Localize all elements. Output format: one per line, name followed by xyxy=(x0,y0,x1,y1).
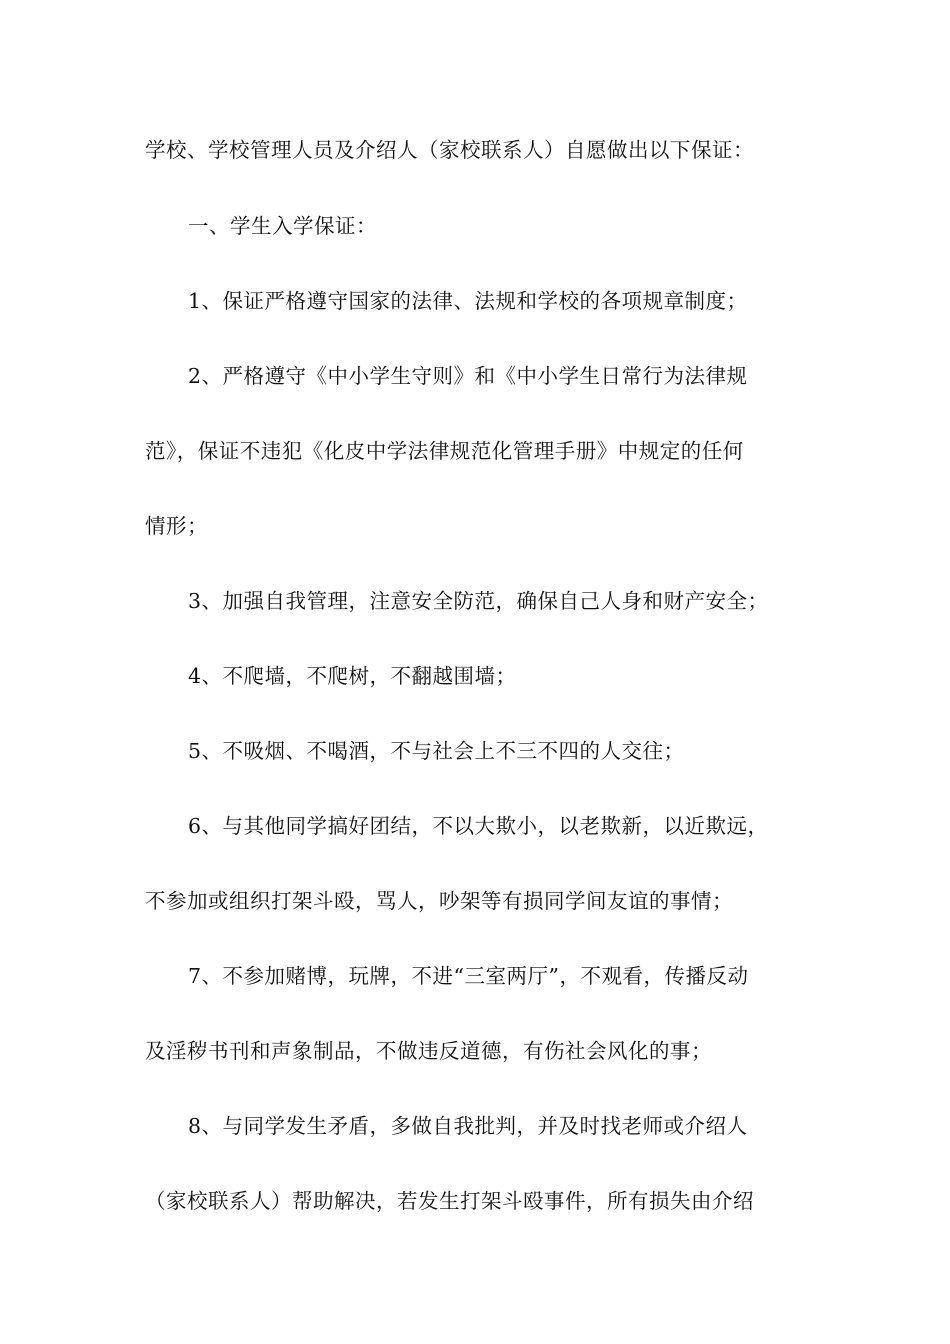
clause-6-line-2: 不参加或组织打架斗殴，骂人，吵架等有损同学间友谊的事情； xyxy=(145,889,733,913)
section-heading: 一、学生入学保证： xyxy=(188,214,377,238)
clause-7-line-1: 7、不参加赌博，玩牌，不进“三室两厅”，不观看，传播反动 xyxy=(188,964,749,988)
clause-2-line-3: 情形； xyxy=(145,514,208,538)
clause-5: 5、不吸烟、不喝酒，不与社会上不三不四的人交往； xyxy=(188,739,685,763)
clause-6-line-1: 6、与其他同学搞好团结，不以大欺小，以老欺新，以近欺远， xyxy=(188,814,769,838)
paragraph-intro: 学校、学校管理人员及介绍人（家校联系人）自愿做出以下保证： xyxy=(145,138,754,162)
clause-7-line-2: 及淫秽书刊和声象制品，不做违反道德，有伤社会风化的事； xyxy=(145,1039,712,1063)
clause-2-line-2: 范》，保证不违犯《化皮中学法律规范化管理手册》中规定的任何 xyxy=(145,439,744,463)
clause-4: 4、不爬墙，不爬树，不翻越围墙； xyxy=(188,664,517,688)
clause-8-line-2: （家校联系人）帮助解决，若发生打架斗殴事件，所有损失由介绍 xyxy=(145,1189,754,1213)
clause-3: 3、加强自我管理，注意安全防范，确保自己人身和财产安全； xyxy=(188,589,769,613)
clause-2-line-1: 2、严格遵守《中小学生守则》和《中小学生日常行为法律规 xyxy=(188,364,748,388)
clause-1: 1、保证严格遵守国家的法律、法规和学校的各项规章制度； xyxy=(188,289,748,313)
clause-8-line-1: 8、与同学发生矛盾，多做自我批判，并及时找老师或介绍人 xyxy=(188,1114,748,1138)
